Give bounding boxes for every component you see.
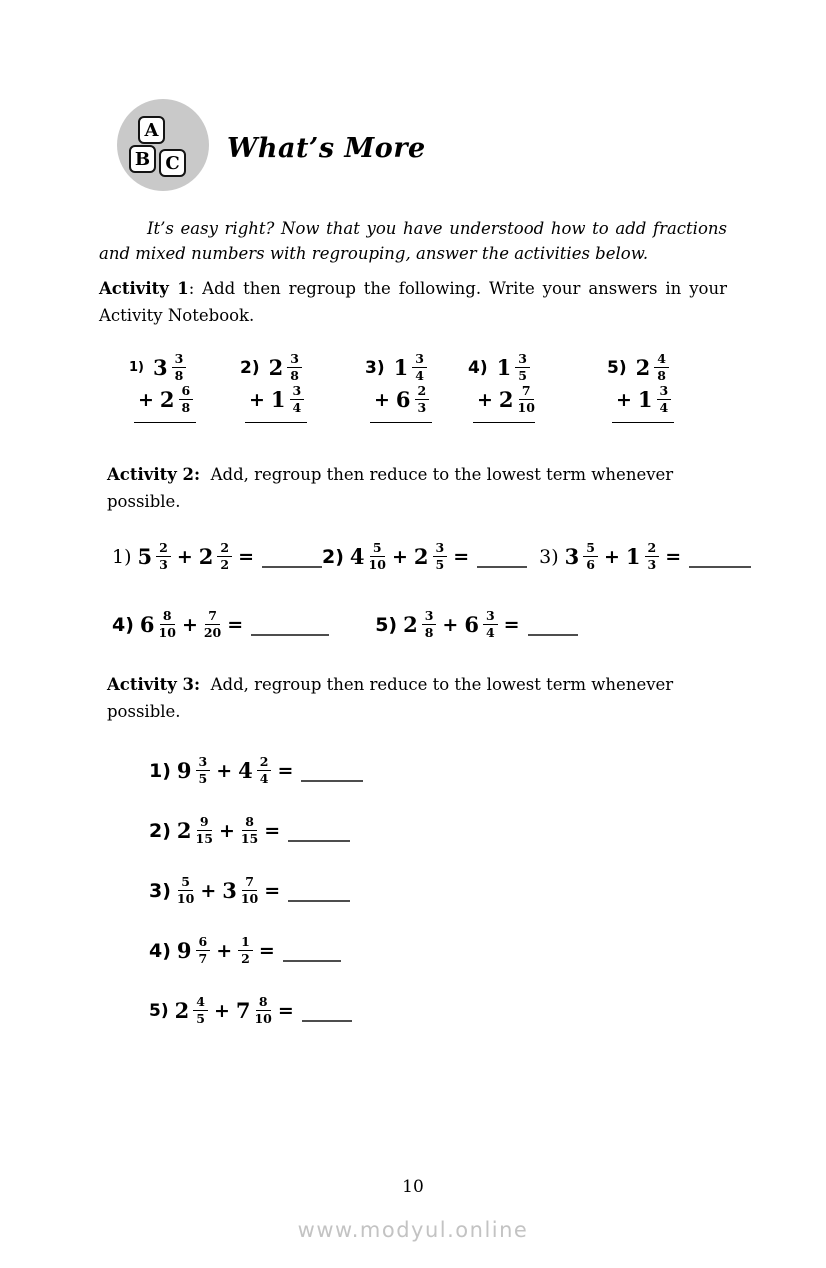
block-b: B (129, 145, 156, 173)
activity3-heading (99, 671, 727, 725)
fraction: $\frac{5}{6}$ (583, 541, 598, 572)
mixed-number: 2 $\frac{2}{2}$ (199, 541, 232, 572)
activity2-row-2 (112, 609, 727, 640)
fraction: $\frac{3}{4}$ (657, 384, 672, 415)
mixed-number: 3 $\frac{3}{8}$ (153, 352, 186, 383)
fraction: $\frac{7}{20}$ (203, 608, 222, 640)
plus-sign: + (216, 759, 233, 782)
answer-blank (477, 564, 527, 568)
worksheet-page (0, 99, 826, 1268)
answer-blank (689, 564, 751, 568)
equals-sign: = (453, 545, 470, 568)
mixed-number: 9 $\frac{3}{5}$ (177, 755, 210, 786)
problem-number: 1) (149, 759, 171, 782)
fraction: $\frac{8}{15}$ (240, 814, 259, 846)
problem-number: 2) (240, 357, 260, 378)
mixed-number: 4 $\frac{5}{10}$ (349, 540, 386, 572)
block-a: A (138, 116, 165, 144)
sum-line (370, 422, 432, 423)
activity3-problem-1 (149, 755, 727, 786)
fraction: $\frac{3}{5}$ (196, 755, 211, 786)
mixed-number: 1 $\frac{3}{5}$ (497, 352, 530, 383)
block-c: C (159, 149, 186, 177)
problem-number: 5) (607, 357, 627, 378)
problem-number: 1) (129, 360, 144, 375)
equals-sign: = (665, 545, 682, 568)
sum-line (134, 422, 196, 423)
fraction: $\frac{8}{10}$ (158, 608, 176, 640)
equals-sign: = (277, 759, 294, 782)
activity3-problem-2 (149, 815, 727, 846)
problem-number: 5) (149, 1000, 169, 1021)
mixed-number: 3 $\frac{5}{6}$ (565, 541, 598, 572)
mixed-number (204, 609, 221, 640)
mixed-number: 1 $\frac{2}{3}$ (626, 541, 659, 572)
mixed-number (241, 815, 258, 846)
mixed-number: 2 $\frac{9}{15}$ (176, 814, 213, 846)
fraction: $\frac{3}{4}$ (483, 609, 498, 640)
fraction: $\frac{3}{5}$ (515, 352, 530, 383)
activity1-instructions: Add then regroup the following. Write your answers in your Activity Notebook. (99, 279, 727, 325)
mixed-number: 6 $\frac{3}{4}$ (464, 609, 497, 640)
problem-number: 4) (149, 939, 171, 962)
fraction: $\frac{6}{7}$ (196, 935, 211, 966)
activity1-label: Activity 1 (99, 279, 189, 298)
plus-sign: + (200, 879, 217, 902)
mixed-number: 4 $\frac{2}{4}$ (238, 755, 271, 786)
mixed-number: 7 $\frac{8}{10}$ (235, 994, 272, 1026)
abc-blocks-icon (117, 99, 209, 191)
activity1-problems (129, 352, 727, 423)
fraction: $\frac{3}{8}$ (422, 609, 437, 640)
mixed-number: 2 $\frac{6}{8}$ (160, 384, 193, 415)
fraction: $\frac{3}{8}$ (172, 352, 187, 383)
problem-number: 4) (112, 613, 134, 636)
plus-sign: + (374, 388, 390, 411)
section-header (117, 99, 727, 191)
fraction: $\frac{7}{10}$ (517, 383, 535, 415)
equals-sign: = (264, 819, 281, 842)
mixed-number: 1 $\frac{3}{4}$ (271, 384, 304, 415)
activity2-problem-3 (539, 541, 751, 572)
problem-number: 1) (112, 545, 132, 568)
fraction: $\frac{2}{3}$ (645, 541, 660, 572)
fraction: $\frac{5}{10}$ (368, 540, 386, 572)
answer-blank (262, 564, 322, 568)
activity2-problem-5 (375, 609, 577, 640)
fraction: $\frac{5}{10}$ (176, 874, 195, 906)
mixed-number: 6 $\frac{2}{3}$ (396, 384, 429, 415)
plus-sign: + (249, 388, 265, 411)
fraction: $\frac{3}{4}$ (290, 384, 305, 415)
fraction: $\frac{2}{3}$ (415, 384, 430, 415)
answer-blank (288, 898, 350, 902)
equals-sign: = (238, 545, 255, 568)
mixed-number: 2 $\frac{3}{5}$ (414, 541, 447, 572)
fraction: $\frac{3}{5}$ (433, 541, 448, 572)
sum-line (473, 422, 535, 423)
fraction: $\frac{6}{8}$ (179, 384, 194, 415)
answer-blank (528, 632, 578, 636)
mixed-number: 3 $\frac{7}{10}$ (222, 874, 259, 906)
problem-number: 4) (468, 357, 488, 378)
equals-sign: = (227, 613, 244, 636)
mixed-number: 1 $\frac{3}{4}$ (394, 352, 427, 383)
problem-number: 2) (149, 819, 171, 842)
activity3-problem-5 (149, 995, 727, 1026)
plus-sign: + (176, 545, 193, 568)
equals-sign: = (264, 879, 281, 902)
plus-sign: + (477, 388, 493, 411)
plus-sign: + (442, 613, 459, 636)
answer-blank (288, 838, 350, 842)
activity2-row-1 (112, 541, 727, 572)
activity1-problem-1 (129, 352, 196, 423)
fraction: $\frac{2}{3}$ (156, 541, 171, 572)
activity3-label: Activity 3: (107, 675, 201, 694)
sum-line (245, 422, 307, 423)
fraction: $\frac{3}{4}$ (412, 352, 427, 383)
activity2-label: Activity 2: (107, 465, 201, 484)
fraction: $\frac{2}{4}$ (257, 755, 272, 786)
mixed-number: 2 $\frac{3}{8}$ (403, 609, 436, 640)
activity3-instructions: Add, regroup then reduce to the lowest term whenever possible. (107, 675, 674, 721)
fraction: $\frac{4}{8}$ (654, 352, 669, 383)
mixed-number: 9 $\frac{6}{7}$ (177, 935, 210, 966)
mixed-number: 2 $\frac{7}{10}$ (498, 383, 535, 415)
mixed-number (177, 875, 194, 906)
activity1-problem-2 (240, 352, 307, 423)
answer-blank (251, 632, 329, 636)
mixed-number: 2 $\frac{4}{5}$ (175, 995, 208, 1026)
watermark: www.modyul.online (297, 1218, 529, 1242)
mixed-number: 6 $\frac{8}{10}$ (139, 608, 176, 640)
activity2-problem-2 (322, 541, 527, 572)
activity1-problem-4 (468, 352, 535, 423)
activity2-problem-1 (112, 541, 322, 572)
plus-sign: + (213, 999, 230, 1022)
page-number: 10 (402, 1177, 424, 1197)
fraction: $\frac{9}{15}$ (195, 814, 213, 846)
activity2-heading (99, 461, 727, 515)
problem-number: 3) (539, 545, 559, 568)
plus-sign: + (391, 545, 408, 568)
plus-sign: + (138, 388, 154, 411)
plus-sign: + (616, 388, 632, 411)
problem-number: 2) (322, 545, 344, 568)
mixed-number: 2 $\frac{3}{8}$ (269, 352, 302, 383)
activity1-problem-5 (607, 352, 674, 423)
intro-paragraph: It’s easy right? Now that you have understood how to add fractions and mixed numbers with regrouping, answer the activities below. (99, 219, 727, 263)
activity2-problem-4 (112, 609, 329, 640)
fraction: $\frac{1}{2}$ (238, 935, 253, 966)
plus-sign: + (216, 939, 233, 962)
fraction: $\frac{4}{5}$ (193, 995, 208, 1026)
activity1-problem-3 (365, 352, 432, 423)
problem-number: 5) (375, 613, 398, 636)
fraction: $\frac{2}{2}$ (217, 541, 232, 572)
activity1-colon: : (188, 279, 203, 298)
plus-sign: + (181, 613, 198, 636)
activity1-heading (99, 275, 727, 329)
mixed-number: 2 $\frac{4}{8}$ (636, 352, 669, 383)
page-title: What’s More (227, 132, 426, 164)
activity2-instructions: Add, regroup then reduce to the lowest term whenever possible. (107, 465, 674, 511)
plus-sign: + (603, 545, 620, 568)
mixed-number: 5 $\frac{2}{3}$ (138, 541, 171, 572)
problem-number: 3) (149, 879, 171, 902)
plus-sign: + (218, 819, 235, 842)
answer-blank (301, 778, 363, 782)
equals-sign: = (258, 939, 275, 962)
mixed-number: 1 $\frac{3}{4}$ (638, 384, 671, 415)
mixed-number (238, 935, 253, 966)
answer-blank (302, 1018, 352, 1022)
problem-number: 3) (365, 357, 385, 378)
equals-sign: = (277, 999, 294, 1022)
fraction: $\frac{8}{10}$ (254, 994, 272, 1026)
activity3-problem-4 (149, 935, 727, 966)
answer-blank (283, 958, 341, 962)
equals-sign: = (503, 613, 520, 636)
sum-line (612, 422, 674, 423)
fraction: $\frac{3}{8}$ (287, 352, 302, 383)
activity3-problem-3 (149, 875, 727, 906)
fraction: $\frac{7}{10}$ (240, 874, 259, 906)
